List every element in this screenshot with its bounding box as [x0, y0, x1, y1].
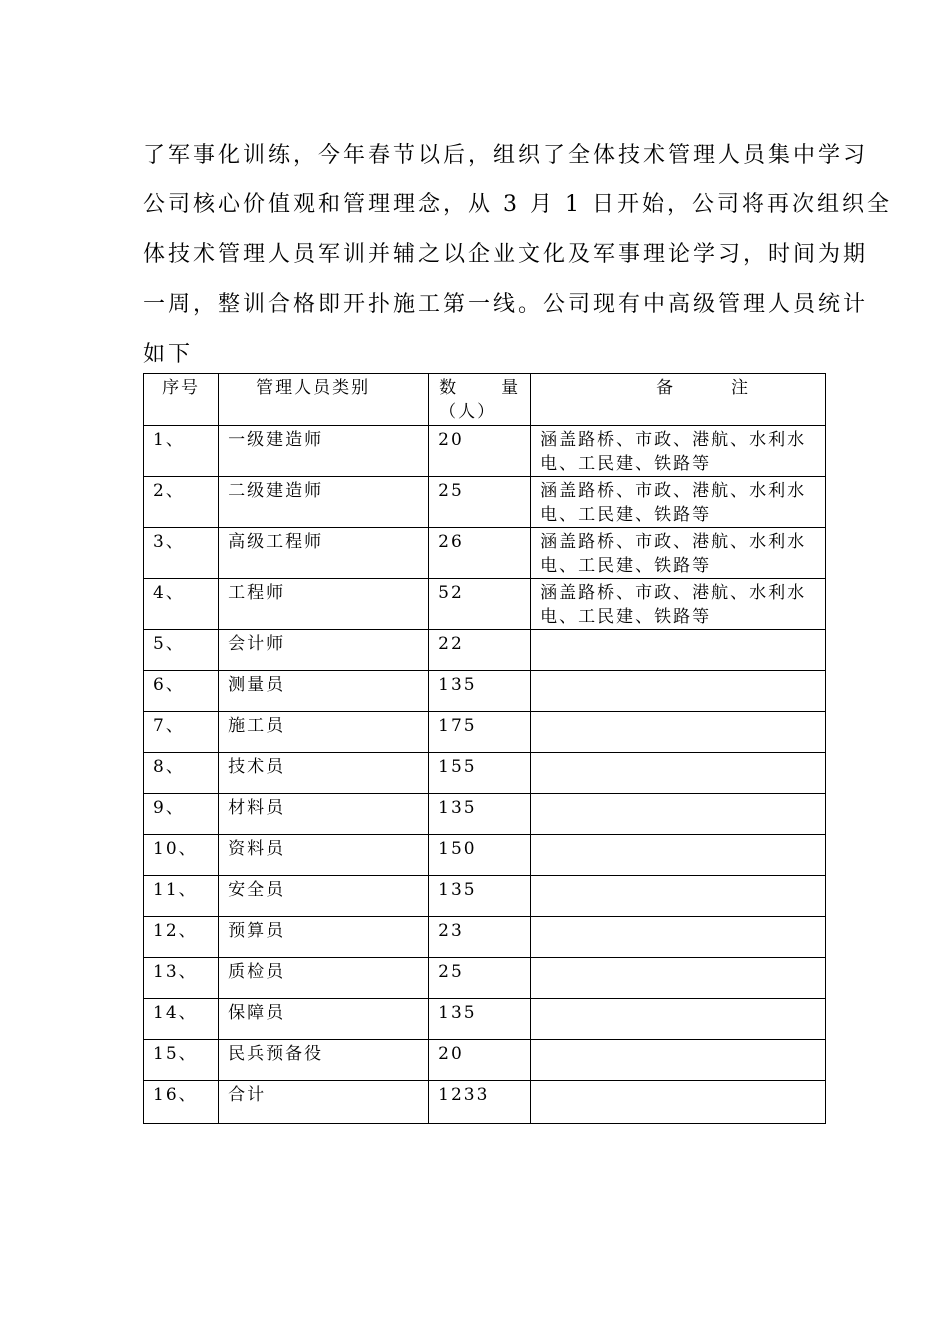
row-category: 资料员 [219, 835, 429, 876]
table-row [144, 876, 826, 917]
header-note [531, 374, 826, 426]
row-category: 会计师 [219, 630, 429, 671]
row-category: 预算员 [219, 917, 429, 958]
table-row [144, 917, 826, 958]
row-seq: 10、 [144, 835, 219, 876]
table-row [144, 1081, 826, 1124]
row-category: 二级建造师 [219, 477, 429, 528]
row-count: 1233 [429, 1081, 531, 1124]
row-count: 155 [429, 753, 531, 794]
row-note-line-1: 涵盖路桥、市政、港航、水利水 [540, 481, 807, 501]
row-category: 工程师 [219, 579, 429, 630]
row-seq: 7、 [144, 712, 219, 753]
header-count-unit: （人） [439, 402, 497, 422]
table-row [144, 630, 826, 671]
row-seq: 9、 [144, 794, 219, 835]
row-category: 材料员 [219, 794, 429, 835]
table-row [144, 579, 826, 630]
row-note [531, 917, 826, 958]
header-category: 管理人员类别 [219, 374, 429, 426]
header-count [429, 374, 531, 426]
row-note [531, 528, 826, 579]
row-category: 技术员 [219, 753, 429, 794]
row-note-line-2: 电、工民建、铁路等 [540, 505, 712, 525]
row-count: 150 [429, 835, 531, 876]
row-note [531, 999, 826, 1040]
table-row [144, 958, 826, 999]
row-note [531, 958, 826, 999]
row-seq: 4、 [144, 579, 219, 630]
row-seq: 16、 [144, 1081, 219, 1124]
row-count: 135 [429, 671, 531, 712]
paragraph-line-3: 体技术管理人员军训并辅之以企业文化及军事理论学习，时间为期 [143, 242, 869, 267]
row-note [531, 712, 826, 753]
header-seq: 序号 [144, 374, 219, 426]
row-note-line-2: 电、工民建、铁路等 [540, 607, 712, 627]
table-row [144, 477, 826, 528]
table-row [144, 712, 826, 753]
row-note-line-2: 电、工民建、铁路等 [540, 556, 712, 576]
paragraph-line-2: 公司核心价值观和管理理念，从 3 月 1 日开始，公司将再次组织全 [143, 192, 892, 217]
row-seq: 3、 [144, 528, 219, 579]
paragraph-line-4: 一周，整训合格即开扑施工第一线。公司现有中高级管理人员统计 [143, 292, 869, 317]
row-count: 135 [429, 794, 531, 835]
row-count: 135 [429, 999, 531, 1040]
row-note [531, 876, 826, 917]
row-count: 22 [429, 630, 531, 671]
row-note [531, 835, 826, 876]
row-seq: 13、 [144, 958, 219, 999]
row-category: 高级工程师 [219, 528, 429, 579]
row-note [531, 671, 826, 712]
row-note [531, 1040, 826, 1081]
staff-statistics-table [143, 373, 826, 1124]
table-row [144, 671, 826, 712]
row-category: 质检员 [219, 958, 429, 999]
row-seq: 5、 [144, 630, 219, 671]
table-row [144, 999, 826, 1040]
header-note-a: 备 [656, 378, 676, 398]
row-count: 20 [429, 426, 531, 477]
header-count-b: 量 [501, 378, 521, 398]
header-note-b: 注 [731, 378, 750, 398]
table-header-row [144, 374, 826, 426]
row-category: 一级建造师 [219, 426, 429, 477]
row-note [531, 477, 826, 528]
row-note [531, 1081, 826, 1124]
row-count: 135 [429, 876, 531, 917]
table-row [144, 753, 826, 794]
table-row [144, 426, 826, 477]
row-seq: 12、 [144, 917, 219, 958]
row-category: 合计 [219, 1081, 429, 1124]
row-category: 施工员 [219, 712, 429, 753]
table-row [144, 835, 826, 876]
row-seq: 2、 [144, 477, 219, 528]
paragraph-line-1: 了军事化训练，今年春节以后，组织了全体技术管理人员集中学习 [143, 143, 869, 168]
row-note-line-1: 涵盖路桥、市政、港航、水利水 [540, 430, 807, 450]
row-category: 民兵预备役 [219, 1040, 429, 1081]
row-category: 测量员 [219, 671, 429, 712]
table-row [144, 528, 826, 579]
row-note [531, 630, 826, 671]
row-note-line-2: 电、工民建、铁路等 [540, 454, 712, 474]
row-note [531, 426, 826, 477]
row-seq: 1、 [144, 426, 219, 477]
table-row [144, 794, 826, 835]
row-count: 175 [429, 712, 531, 753]
row-seq: 11、 [144, 876, 219, 917]
row-note-line-1: 涵盖路桥、市政、港航、水利水 [540, 532, 807, 552]
row-note [531, 579, 826, 630]
row-count: 23 [429, 917, 531, 958]
table-row [144, 1040, 826, 1081]
row-count: 25 [429, 958, 531, 999]
row-seq: 15、 [144, 1040, 219, 1081]
row-count: 25 [429, 477, 531, 528]
row-note [531, 753, 826, 794]
row-count: 52 [429, 579, 531, 630]
paragraph-line-5: 如下 [143, 342, 194, 367]
row-count: 20 [429, 1040, 531, 1081]
row-category: 保障员 [219, 999, 429, 1040]
row-seq: 14、 [144, 999, 219, 1040]
row-count: 26 [429, 528, 531, 579]
header-count-a: 数 [439, 378, 459, 398]
row-seq: 8、 [144, 753, 219, 794]
row-seq: 6、 [144, 671, 219, 712]
row-note-line-1: 涵盖路桥、市政、港航、水利水 [540, 583, 807, 603]
row-note [531, 794, 826, 835]
row-category: 安全员 [219, 876, 429, 917]
